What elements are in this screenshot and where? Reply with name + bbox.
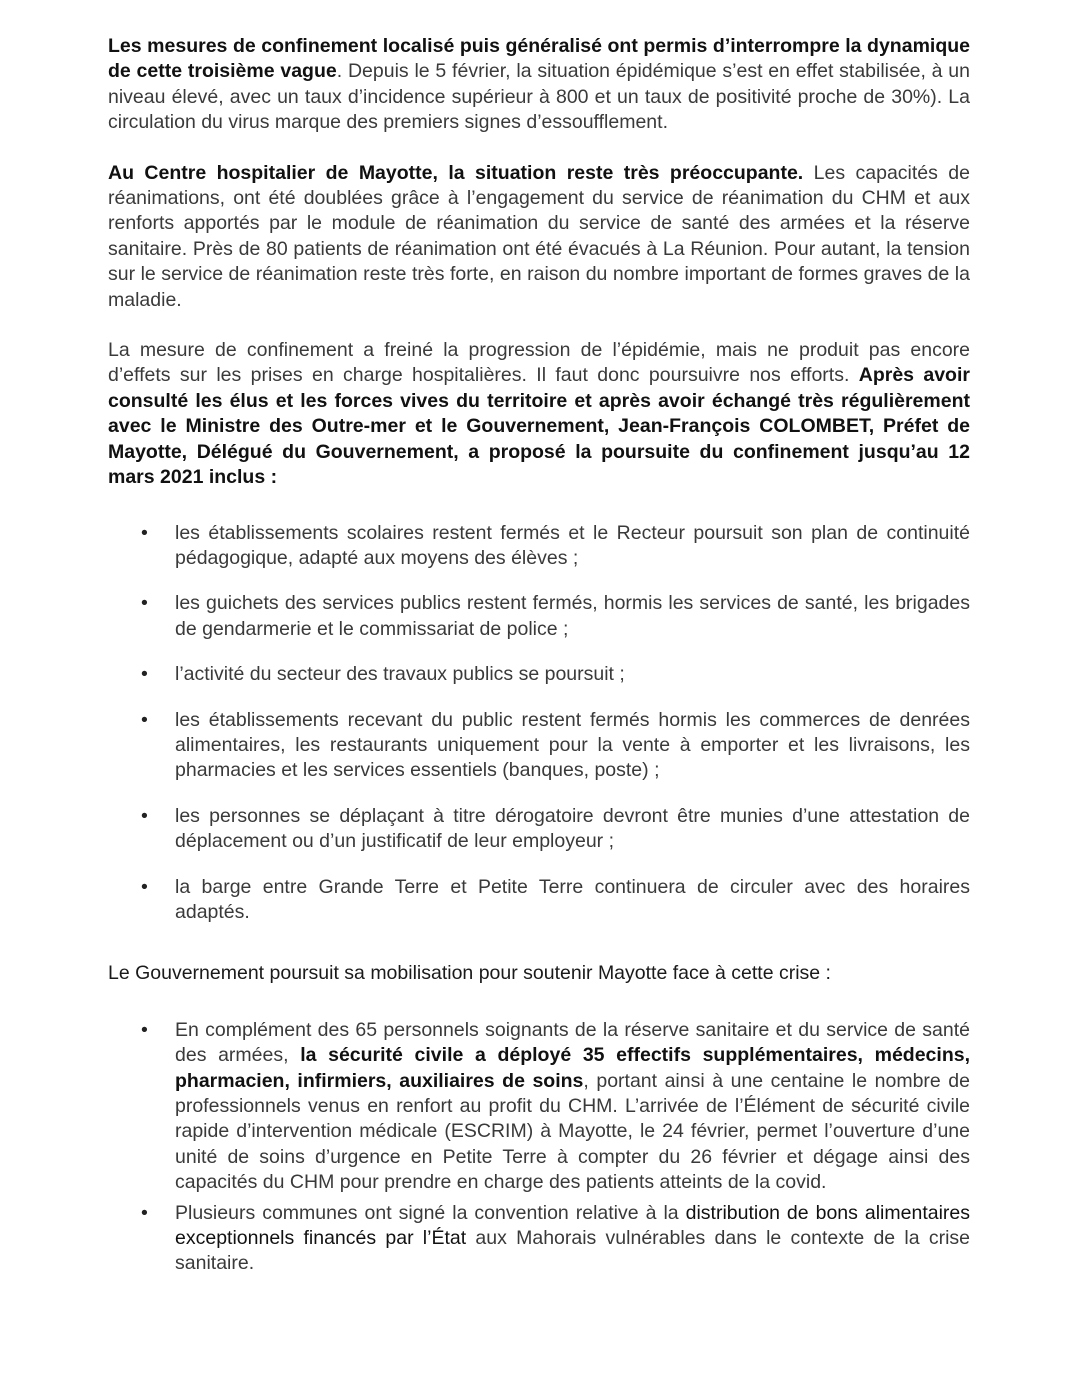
list-item-text: les guichets des services publics restent fermés, hormis les services de santé, les brigades de gendarmerie et le commissariat de police ; (175, 592, 970, 640)
bullet-icon: • (141, 1018, 148, 1041)
paragraph-third-wave (108, 34, 970, 136)
paragraph-government-mobilisation (108, 961, 970, 986)
list-item-text: l’activité du secteur des travaux publics se poursuit ; (175, 663, 625, 686)
list-item (108, 521, 970, 572)
list-item (108, 1201, 970, 1277)
list-item-text: les établissements scolaires restent fermés et le Recteur poursuit son plan de continuité pédagogique, adapté aux moyens des élèves ; (175, 521, 970, 569)
bold-lead: Les mesures de confinement localisé puis généralisé ont permis d’interrompre la dynamique de cette troisième vague (108, 35, 970, 83)
bold-text: distribution de bons alimentaires exceptionnels financés par l’État (175, 1201, 971, 1250)
list-item-text: En complément des 65 personnels soignants de la réserve sanitaire et du service de santé des armées, (175, 1018, 970, 1067)
bullet-icon: • (141, 804, 148, 827)
bullet-icon: • (141, 663, 148, 686)
bullet-icon: • (141, 1201, 148, 1224)
list-item (108, 804, 970, 855)
bold-lead: Au Centre hospitalier de Mayotte, la situation reste très préoccupante. (108, 161, 804, 184)
bullet-icon: • (141, 708, 148, 731)
paragraph-text: La mesure de confinement a freiné la progression de l’épidémie, mais ne produit pas encore d’effets sur les prises en charge hospitalières. Il faut donc poursuivre nos efforts. (108, 339, 970, 387)
bold-heading: Le Gouvernement poursuit sa mobilisation pour soutenir Mayotte face à cette crise : (108, 962, 831, 985)
list-item (108, 662, 970, 687)
list-item-text: Plusieurs communes ont signé la convention relative à la (175, 1201, 686, 1224)
paragraph-text: Les capacités de réanimations, ont été doublées grâce à l’engagement du service de réanimation du CHM et aux renforts apportés par le module de réanimation du service de santé des armées et la réserve sanitaire. Près de 80 patients de réanimation ont été évacués à La Réunion. Pour autant, la tension sur le service de réanimation reste très forte, en raison du nombre important de formes graves de la maladie. (108, 161, 971, 311)
list-item (108, 591, 970, 642)
list-item-text: , portant ainsi à une centaine le nombre de professionnels venus en renfort au profit du CHM. L’arrivée de l’Élément de sécurité civile rapide d’intervention médicale (ESCRIM) à Mayotte, le 24 février, permet l’ouverture d’une unité de soins d’urgence en Petite Terre à compter du 26 février et dégage ainsi des capacités du CHM pour prendre en charge des patients atteints de la covid. (175, 1069, 970, 1194)
measures-list (108, 521, 970, 926)
bold-statement: Après avoir consulté les élus et les forces vives du territoire et après avoir échangé très régulièrement avec le Ministre des Outre-mer et le Gouvernement, Jean-François COLOMBET, Préfet de Mayotte, Délégué du Gouvernement, a proposé la poursuite du confinement jusqu’au 12 mars 2021 inclus : (108, 364, 970, 489)
document-page (108, 34, 970, 1282)
paragraph-text: . Depuis le 5 février, la situation épidémique s’est en effet stabilisée, à un niveau élevé, avec un taux d’incidence supérieur à 800 et un taux de positivité proche de 30%). La circulation du virus marque des premiers signes d’essoufflement. (108, 60, 971, 134)
support-list (108, 1018, 970, 1277)
paragraph-confinement-extension (108, 338, 970, 490)
bullet-icon: • (141, 875, 148, 898)
list-item-text: la barge entre Grande Terre et Petite Terre continuera de circuler avec des horaires adaptés. (175, 875, 970, 923)
list-item-text: les établissements recevant du public restent fermés hormis les commerces de denrées alimentaires, les restaurants uniquement pour la vente à emporter et les livraisons, les pharmacies et les services essentiels (banques, poste) ; (175, 708, 970, 782)
list-item (108, 1018, 970, 1196)
list-item (108, 708, 970, 784)
bold-text: la sécurité civile a déployé 35 effectifs supplémentaires, médecins, pharmacien, infirmiers, auxiliaires de soins (175, 1044, 970, 1092)
list-item-text: aux Mahorais vulnérables dans le contexte de la crise sanitaire. (175, 1227, 971, 1275)
bullet-icon: • (141, 521, 148, 544)
list-item-text: les personnes se déplaçant à titre dérogatoire devront être munies d’une attestation de déplacement ou d’un justificatif de leur employeur ; (175, 804, 970, 853)
paragraph-hospital (108, 161, 970, 313)
list-item (108, 875, 970, 926)
bullet-icon: • (141, 592, 148, 615)
